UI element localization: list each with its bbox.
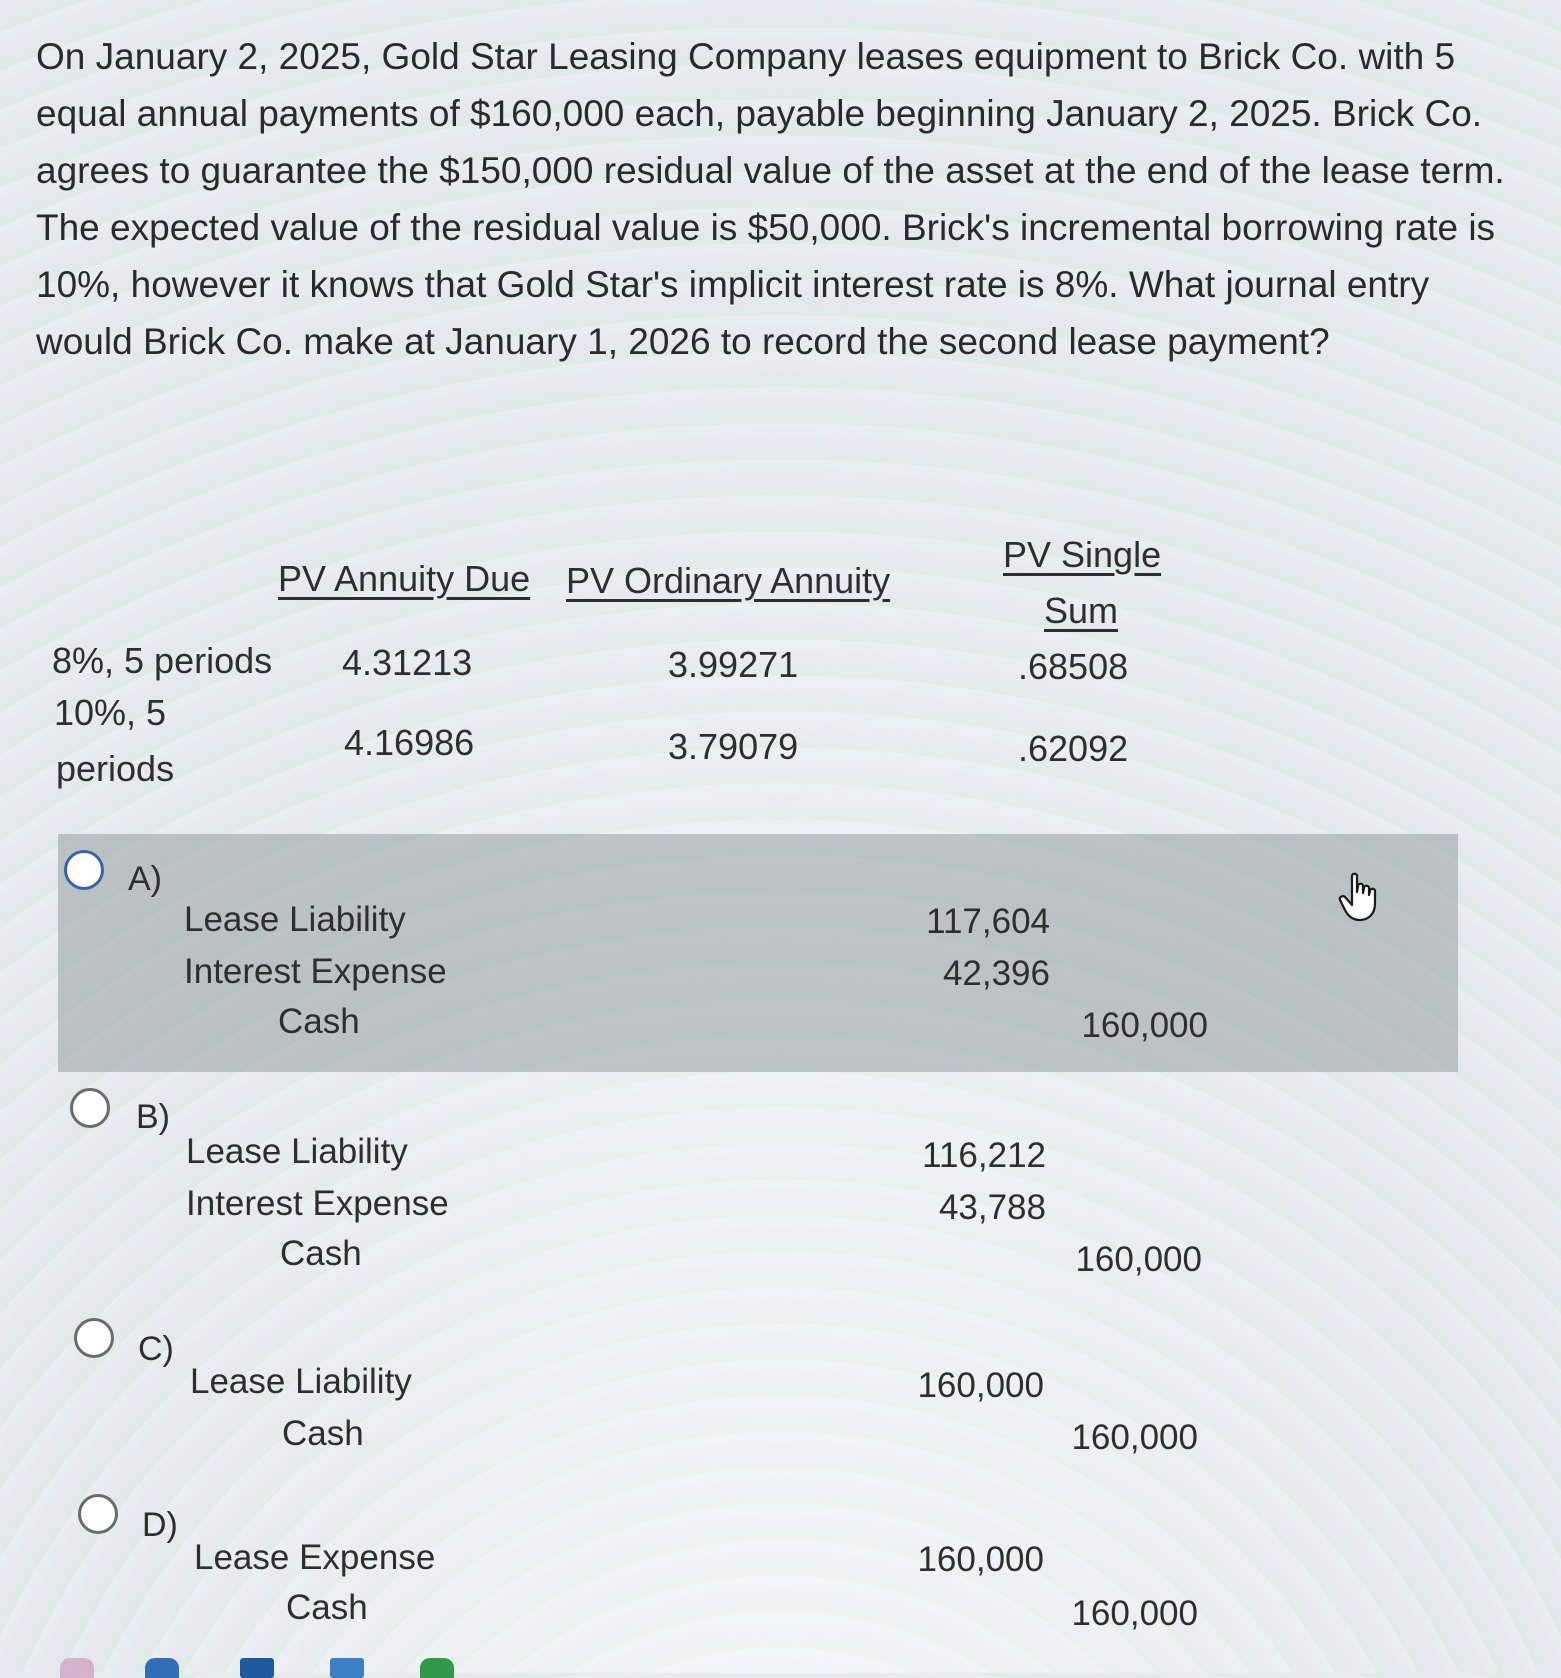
header-pv-single-sum-line1: PV Single [1003, 534, 1162, 575]
credit-b-3: 160,000 [1075, 1240, 1202, 1279]
pv-single-sum-8pct: .68508 [1018, 646, 1129, 687]
question-text: On January 2, 2025, Gold Star Leasing Company leases equipment to Brick Co. with 5 equal annual payments of $160,000 each, payable beginning January 2, 2025. Brick Co. agrees to guarantee the $150,000 residual value of the asset at the end of the lease term. The expected value of the residual value is $50,000. Brick's incremental borrowing rate is 10%, however it knows that Gold Star's implicit interest rate is 8%. What journal entry would Brick Co. make at January 1, 2026 to record the second lease payment? [36, 36, 1505, 362]
answer-choice-d[interactable] [58, 1490, 1458, 1650]
account-d-1: Lease Expense [194, 1538, 436, 1577]
answer-choice-c[interactable] [58, 1314, 1458, 1474]
account-a-2: Interest Expense [184, 952, 447, 991]
account-b-3: Cash [280, 1234, 362, 1273]
radio-button-b[interactable] [70, 1088, 110, 1128]
account-c-1: Lease Liability [190, 1362, 412, 1401]
taskbar-app-icon-2[interactable] [145, 1658, 179, 1678]
pv-annuity-due-8pct: 4.31213 [342, 642, 473, 683]
radio-button-d[interactable] [78, 1494, 118, 1534]
header-pv-ordinary-annuity: PV Ordinary Annuity [566, 560, 891, 601]
choice-letter-b: B) [136, 1098, 170, 1136]
account-a-1: Lease Liability [184, 900, 406, 939]
credit-c-2: 160,000 [1071, 1418, 1198, 1457]
debit-c-1: 160,000 [917, 1366, 1044, 1405]
debit-a-2: 42,396 [942, 954, 1050, 993]
taskbar-app-icon-3[interactable] [240, 1658, 274, 1678]
debit-b-1: 116,212 [922, 1136, 1046, 1175]
account-a-3: Cash [278, 1002, 360, 1041]
taskbar-app-icon-5[interactable] [420, 1658, 454, 1678]
taskbar-app-icon-4[interactable] [330, 1658, 364, 1678]
pv-annuity-due-10pct: 4.16986 [344, 722, 475, 763]
debit-b-2: 43,788 [938, 1188, 1046, 1227]
debit-d-1: 160,000 [917, 1540, 1044, 1579]
taskbar-app-icon-1[interactable] [60, 1658, 94, 1678]
choice-letter-a: A) [128, 860, 162, 898]
hand-pointer-icon [1338, 872, 1378, 922]
radio-button-c[interactable] [74, 1318, 114, 1358]
answer-choice-a[interactable] [58, 834, 1458, 1072]
credit-a-3: 160,000 [1081, 1006, 1208, 1045]
account-d-2: Cash [286, 1588, 368, 1627]
account-b-2: Interest Expense [186, 1184, 449, 1223]
answer-choice-b[interactable] [58, 1080, 1458, 1300]
pv-single-sum-10pct: .62092 [1018, 728, 1129, 769]
row-label-10pct-line1: 10%, 5 [54, 692, 167, 733]
taskbar [0, 1650, 1561, 1673]
choice-letter-c: C) [138, 1330, 174, 1368]
header-pv-single-sum-line2: Sum [1044, 590, 1119, 631]
debit-a-1: 117,604 [926, 902, 1050, 941]
credit-d-2: 160,000 [1071, 1594, 1198, 1633]
row-label-10pct-line2: periods [56, 748, 175, 789]
account-b-1: Lease Liability [186, 1132, 408, 1171]
choice-letter-d: D) [142, 1506, 178, 1544]
row-label-8pct: 8%, 5 periods [52, 640, 273, 681]
header-pv-annuity-due: PV Annuity Due [278, 558, 531, 599]
pv-ordinary-annuity-10pct: 3.79079 [668, 726, 799, 767]
pv-ordinary-annuity-8pct: 3.99271 [668, 644, 799, 685]
radio-button-a[interactable] [64, 850, 104, 890]
account-c-2: Cash [282, 1414, 364, 1453]
